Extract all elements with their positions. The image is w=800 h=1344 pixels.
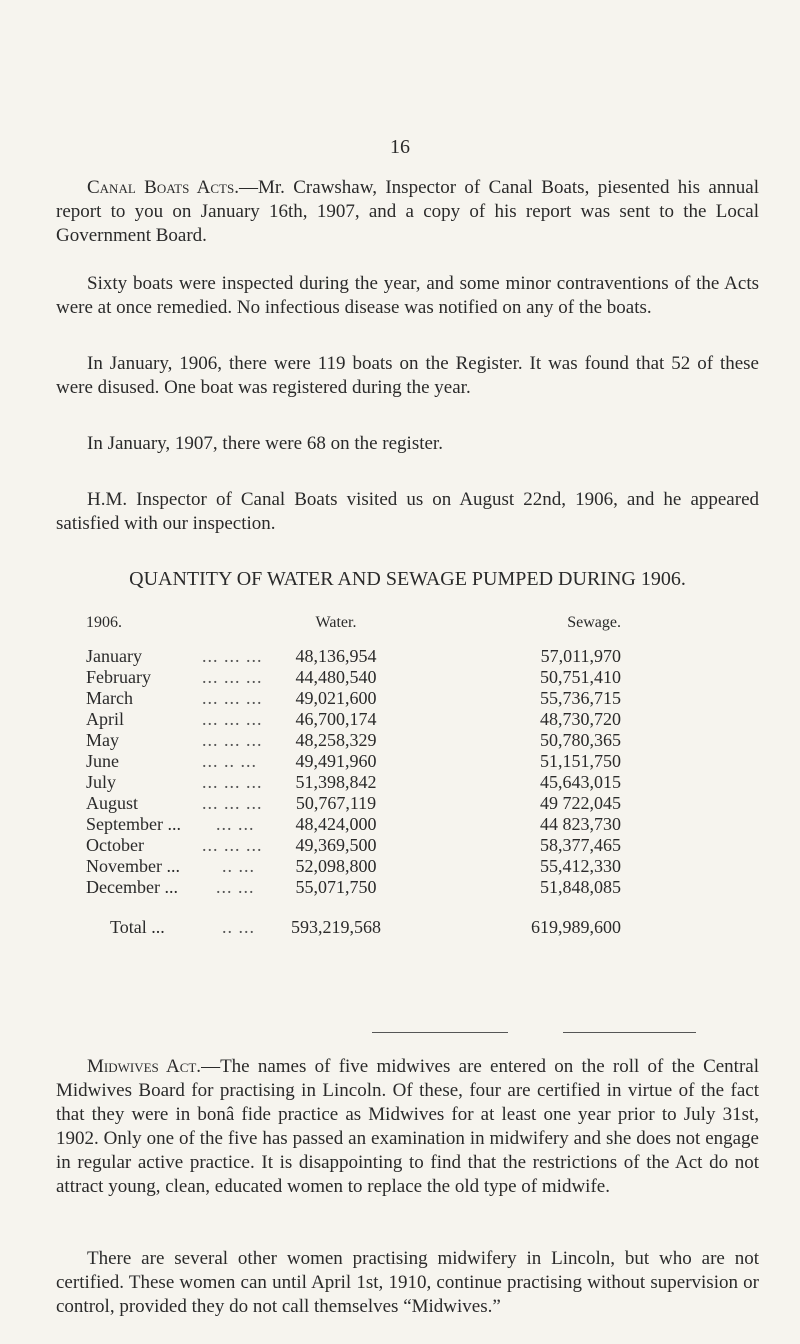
midwives-heading: Midwives Act. [87,1056,202,1077]
month-label: May [86,730,119,750]
water-value: 48,258,329 [295,730,377,750]
month-label: February [86,667,151,687]
water-value: 55,071,750 [295,877,377,897]
leader-dots: ... .. ... [202,751,257,771]
water-value: 49,491,960 [295,751,377,771]
register-1907-paragraph: In January, 1907, there were 68 on the register. [87,433,443,454]
water-value: 48,424,000 [295,814,377,834]
month-label: March [86,688,133,708]
total-sewage-value: 619,989,600 [531,917,621,937]
canal-boats-paragraph [56,176,759,248]
col-header-water: Water. [315,614,357,631]
month-label: August [86,793,139,813]
sewage-value: 44 823,730 [540,814,621,834]
leader-dots: ... ... ... [202,835,263,855]
total-row [86,898,621,938]
leader-dots: ... ... ... [202,793,263,813]
midwives-paragraph [56,1055,759,1199]
leader-dots: .. ... [222,856,255,876]
table-row [86,772,621,793]
leader-dots: ... ... ... [202,646,263,666]
water-value: 48,136,954 [295,646,377,666]
sewage-value: 55,412,330 [540,856,621,876]
midwives-text: —The names of five midwives are entered on the roll of the Central Midwives Board for practising in Lincoln. Of these, four are certified in virtue of the fact that they were in bonâ fide practice as Midwives for at least one year prior to July 31st, 1902. Only one of the five has passed an examination in midwifery and she does not engage in regular active practice. It is disappointing to find that the restrictions of the Act do not attract young, clean, educated women to replace the old type of midwife. [56,1056,759,1197]
sewage-value: 58,377,465 [540,835,621,855]
leader-dots: ... ... ... [202,772,263,792]
sewage-value: 50,751,410 [540,667,621,687]
table-row [86,730,621,751]
uncertified-paragraph: There are several other women practising midwifery in Lincoln, but who are not certified. These women can until April 1st, 1910, continue practising without supervision or control, provided they do not call themselves “Midwives.” [56,1248,759,1317]
total-water-value: 593,219,568 [291,917,381,937]
table-row [86,709,621,730]
water-value: 50,767,119 [295,793,377,813]
water-value: 46,700,174 [295,709,377,729]
leader-dots: ... ... ... [202,709,263,729]
inspection-paragraph: Sixty boats were inspected during the year, and some minor contraventions of the Acts were at once remedied. No infectious disease was notified on any of the boats. [56,273,759,318]
water-value: 49,369,500 [295,835,377,855]
water-value: 44,480,540 [295,667,377,687]
sewage-total-rule [563,1032,696,1033]
water-value: 49,021,600 [295,688,377,708]
table-row [86,667,621,688]
sewage-value: 51,848,085 [540,877,621,897]
leader-dots: ... ... ... [202,688,263,708]
table-row [86,793,621,814]
water-value: 51,398,842 [295,772,377,792]
sewage-value: 57,011,970 [540,646,621,666]
table-row [86,835,621,856]
col-header-sewage: Sewage. [567,614,621,631]
register-paragraph: In January, 1906, there were 119 boats on the Register. It was found that 52 of these were disused. One boat was registered during the year. [56,353,759,398]
sewage-value: 45,643,015 [540,772,621,792]
hm-inspector-paragraph: H.M. Inspector of Canal Boats visited us on August 22nd, 1906, and he appeared satisfied with our inspection. [56,489,759,534]
month-label: December ... [86,877,178,897]
water-sewage-table [86,612,621,938]
table-row [86,856,621,877]
canal-boats-text: —Mr. Crawshaw, Inspector of Canal Boats, piesented his annual report to you on January 16th, 1907, and a copy of his report was sent to the Local Government Board. [56,177,759,246]
sewage-value: 55,736,715 [540,688,621,708]
leader-dots: ... ... [216,814,255,834]
table-row [86,814,621,835]
sewage-value: 48,730,720 [540,709,621,729]
total-label: Total ... [110,917,165,937]
col-header-year: 1906. [86,614,122,631]
canal-boats-heading: Canal Boats Acts. [87,177,239,198]
leader-dots: ... ... ... [202,730,263,750]
month-label: April [86,709,124,729]
leader-dots: .. ... [222,917,255,937]
leader-dots: ... ... [216,877,255,897]
table-row [86,877,621,898]
month-label: October [86,835,144,855]
table-row [86,646,621,667]
month-label: June [86,751,119,771]
sewage-value: 50,780,365 [540,730,621,750]
table-row [86,688,621,709]
leader-dots: ... ... ... [202,667,263,687]
table-header-row [86,612,621,646]
sewage-value: 49 722,045 [540,793,621,813]
month-label: September ... [86,814,181,834]
sewage-value: 51,151,750 [540,751,621,771]
month-label: July [86,772,117,792]
table-row [86,751,621,772]
month-label: November ... [86,856,180,876]
table-title: QUANTITY OF WATER AND SEWAGE PUMPED DURING 1906. [129,568,686,590]
water-total-rule [372,1032,508,1033]
page-number: 16 [390,136,410,158]
water-value: 52,098,800 [295,856,377,876]
month-label: January [86,646,142,666]
